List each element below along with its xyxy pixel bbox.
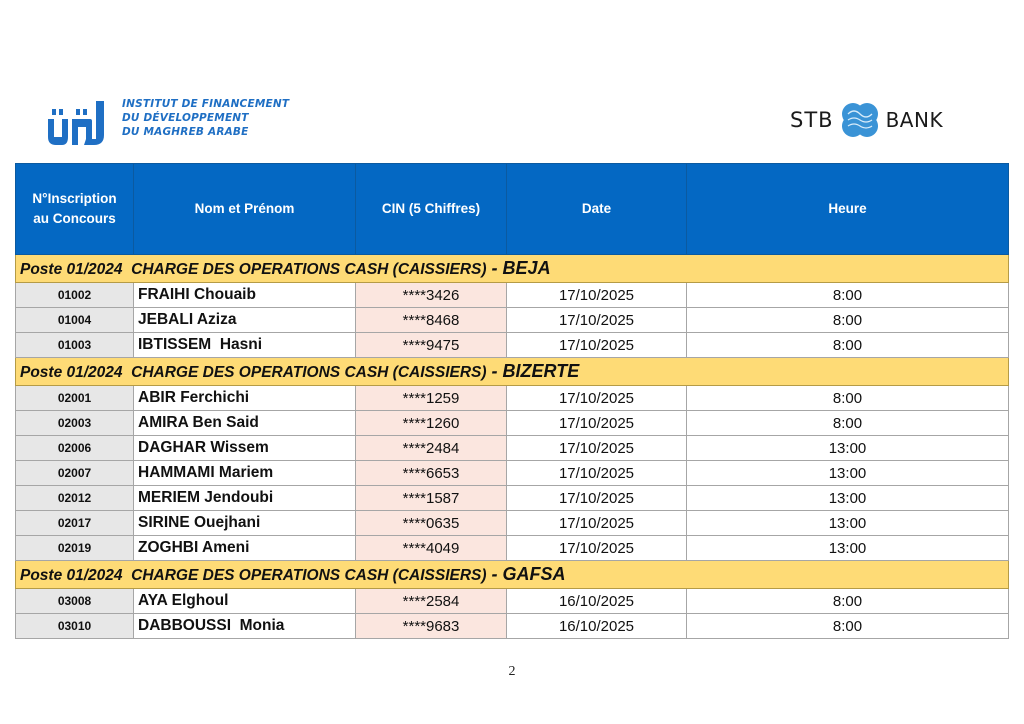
candidate-name-cell: HAMMAMI Mariem bbox=[134, 461, 356, 486]
section-separator: - bbox=[486, 564, 503, 584]
column-header-hour: Heure bbox=[687, 164, 1009, 255]
section-title-cell bbox=[16, 561, 1009, 589]
ifid-logo-line: DU DÉVELOPPEMENT bbox=[122, 112, 249, 124]
cin-cell: ****1587 bbox=[356, 486, 507, 511]
candidate-name-cell: MERIEM Jendoubi bbox=[134, 486, 356, 511]
inscription-number-cell: 01002 bbox=[16, 283, 134, 308]
column-header-line: N°Inscription bbox=[32, 191, 117, 206]
hour-cell: 13:00 bbox=[687, 511, 1009, 536]
cin-cell: ****8468 bbox=[356, 308, 507, 333]
hour-cell: 8:00 bbox=[687, 589, 1009, 614]
date-cell: 17/10/2025 bbox=[507, 333, 687, 358]
hour-cell: 13:00 bbox=[687, 461, 1009, 486]
table-header-row bbox=[16, 164, 1009, 255]
candidate-name-cell: ABIR Ferchichi bbox=[134, 386, 356, 411]
inscription-number-cell: 02017 bbox=[16, 511, 134, 536]
section-title-cell bbox=[16, 358, 1009, 386]
date-cell: 17/10/2025 bbox=[507, 436, 687, 461]
column-header-line: au Concours bbox=[33, 211, 116, 226]
inscription-number-cell: 02019 bbox=[16, 536, 134, 561]
table-row bbox=[16, 486, 1009, 511]
section-separator: - bbox=[486, 361, 503, 381]
table-row bbox=[16, 283, 1009, 308]
table-row bbox=[16, 436, 1009, 461]
ifid-logo bbox=[40, 95, 290, 155]
date-cell: 17/10/2025 bbox=[507, 411, 687, 436]
candidate-name-cell: ZOGHBI Ameni bbox=[134, 536, 356, 561]
ifid-logo-text bbox=[122, 97, 289, 139]
cin-cell: ****4049 bbox=[356, 536, 507, 561]
hour-cell: 8:00 bbox=[687, 283, 1009, 308]
candidate-name-cell: AYA Elghoul bbox=[134, 589, 356, 614]
column-header-name: Nom et Prénom bbox=[134, 164, 356, 255]
date-cell: 16/10/2025 bbox=[507, 589, 687, 614]
section-row bbox=[16, 561, 1009, 589]
inscription-number-cell: 01003 bbox=[16, 333, 134, 358]
date-cell: 17/10/2025 bbox=[507, 536, 687, 561]
section-city: BIZERTE bbox=[502, 361, 580, 381]
inscription-number-cell: 03008 bbox=[16, 589, 134, 614]
hour-cell: 8:00 bbox=[687, 386, 1009, 411]
hour-cell: 13:00 bbox=[687, 536, 1009, 561]
section-separator: - bbox=[486, 258, 503, 278]
inscription-number-cell: 03010 bbox=[16, 614, 134, 639]
table-row bbox=[16, 614, 1009, 639]
date-cell: 17/10/2025 bbox=[507, 511, 687, 536]
cin-cell: ****9683 bbox=[356, 614, 507, 639]
candidate-name-cell: DABBOUSSI Monia bbox=[134, 614, 356, 639]
candidate-name-cell: SIRINE Ouejhani bbox=[134, 511, 356, 536]
cin-cell: ****2584 bbox=[356, 589, 507, 614]
hour-cell: 13:00 bbox=[687, 436, 1009, 461]
table-row bbox=[16, 308, 1009, 333]
cin-cell: ****1259 bbox=[356, 386, 507, 411]
table-row bbox=[16, 461, 1009, 486]
ifid-logo-icon bbox=[44, 97, 116, 149]
hour-cell: 8:00 bbox=[687, 308, 1009, 333]
column-header-date: Date bbox=[507, 164, 687, 255]
date-cell: 17/10/2025 bbox=[507, 461, 687, 486]
candidate-name-cell: FRAIHI Chouaib bbox=[134, 283, 356, 308]
table-row bbox=[16, 511, 1009, 536]
table-row bbox=[16, 536, 1009, 561]
cin-cell: ****2484 bbox=[356, 436, 507, 461]
table-row bbox=[16, 589, 1009, 614]
candidate-name-cell: IBTISSEM Hasni bbox=[134, 333, 356, 358]
section-title: Poste 01/2024 CHARGE DES OPERATIONS CASH (CAISSIERS) bbox=[20, 261, 487, 278]
page-number: 2 bbox=[508, 664, 516, 679]
section-city: BEJA bbox=[502, 258, 551, 278]
section-title-cell bbox=[16, 255, 1009, 283]
candidates-table bbox=[15, 163, 1009, 639]
date-cell: 17/10/2025 bbox=[507, 308, 687, 333]
inscription-number-cell: 02003 bbox=[16, 411, 134, 436]
section-city: GAFSA bbox=[502, 564, 566, 584]
stb-logo-prefix: STB bbox=[790, 108, 834, 132]
section-title: Poste 01/2024 CHARGE DES OPERATIONS CASH (CAISSIERS) bbox=[20, 364, 487, 381]
hour-cell: 8:00 bbox=[687, 614, 1009, 639]
table-row bbox=[16, 333, 1009, 358]
inscription-number-cell: 01004 bbox=[16, 308, 134, 333]
table-row bbox=[16, 386, 1009, 411]
cin-cell: ****1260 bbox=[356, 411, 507, 436]
cin-cell: ****3426 bbox=[356, 283, 507, 308]
date-cell: 16/10/2025 bbox=[507, 614, 687, 639]
ifid-logo-line: INSTITUT DE FINANCEMENT bbox=[122, 98, 290, 110]
candidate-name-cell: AMIRA Ben Said bbox=[134, 411, 356, 436]
inscription-number-cell: 02001 bbox=[16, 386, 134, 411]
table-row bbox=[16, 411, 1009, 436]
hour-cell: 8:00 bbox=[687, 411, 1009, 436]
section-row bbox=[16, 358, 1009, 386]
candidate-name-cell: DAGHAR Wissem bbox=[134, 436, 356, 461]
inscription-number-cell: 02012 bbox=[16, 486, 134, 511]
candidate-name-cell: JEBALI Aziza bbox=[134, 308, 356, 333]
cin-cell: ****0635 bbox=[356, 511, 507, 536]
section-row bbox=[16, 255, 1009, 283]
date-cell: 17/10/2025 bbox=[507, 486, 687, 511]
hour-cell: 13:00 bbox=[687, 486, 1009, 511]
stb-logo-suffix: BANK bbox=[885, 108, 944, 132]
stb-emblem-icon bbox=[838, 100, 882, 140]
section-title: Poste 01/2024 CHARGE DES OPERATIONS CASH (CAISSIERS) bbox=[20, 567, 487, 584]
column-header-cin: CIN (5 Chiffres) bbox=[356, 164, 507, 255]
hour-cell: 8:00 bbox=[687, 333, 1009, 358]
ifid-logo-line: DU MAGHREB ARABE bbox=[122, 126, 249, 138]
column-header-inscription bbox=[16, 164, 134, 255]
cin-cell: ****9475 bbox=[356, 333, 507, 358]
cin-cell: ****6653 bbox=[356, 461, 507, 486]
date-cell: 17/10/2025 bbox=[507, 386, 687, 411]
stb-bank-logo bbox=[790, 100, 943, 140]
inscription-number-cell: 02007 bbox=[16, 461, 134, 486]
date-cell: 17/10/2025 bbox=[507, 283, 687, 308]
inscription-number-cell: 02006 bbox=[16, 436, 134, 461]
